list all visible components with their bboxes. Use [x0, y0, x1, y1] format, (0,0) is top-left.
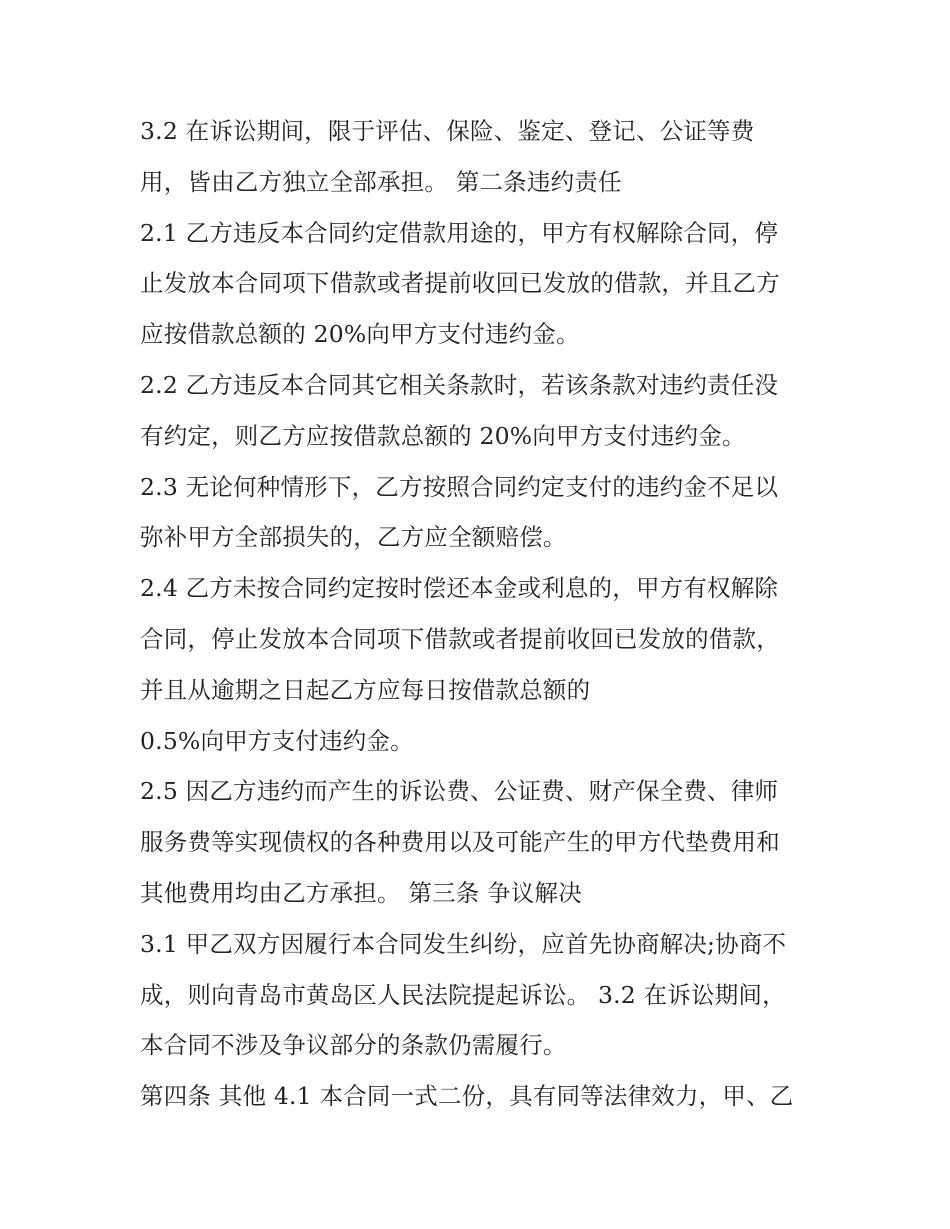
- text-line: 2.1 乙方违反本合同约定借款用途的，甲方有权解除合同，停: [140, 218, 779, 247]
- text-line: 用，皆由乙方独立全部承担。 第二条违约责任: [140, 167, 622, 196]
- text-line: 第四条 其他 4.1 本合同一式二份，具有同等法律效力，甲、乙: [140, 1082, 794, 1111]
- text-line: 有约定，则乙方应按借款总额的 20%向甲方支付违约金。: [140, 421, 746, 450]
- text-line: 2.2 乙方违反本合同其它相关条款时，若该条款对违约责任没: [140, 370, 779, 399]
- text-line: 并且从逾期之日起乙方应每日按借款总额的: [140, 675, 591, 704]
- text-line: 2.5 因乙方违约而产生的诉讼费、公证费、财产保全费、律师: [140, 777, 779, 806]
- text-line: 其他费用均由乙方承担。 第三条 争议解决: [140, 878, 582, 907]
- text-line: 本合同不涉及争议部分的条款仍需履行。: [140, 1031, 567, 1060]
- document-body: [140, 106, 820, 1122]
- text-line: 弥补甲方全部损失的，乙方应全额赔偿。: [140, 523, 567, 552]
- text-line: 止发放本合同项下借款或者提前收回已发放的借款，并且乙方: [140, 269, 780, 298]
- text-line: 3.1 甲乙双方因履行本合同发生纠纷，应首先协商解决;协商不: [140, 929, 787, 958]
- text-line: 2.3 无论何种情形下，乙方按照合同约定支付的违约金不足以: [140, 472, 779, 501]
- text-line: 服务费等实现债权的各种费用以及可能产生的甲方代垫费用和: [140, 828, 780, 857]
- text-line: 3.2 在诉讼期间，限于评估、保险、鉴定、登记、公证等费: [140, 117, 755, 145]
- text-line: 成，则向青岛市黄岛区人民法院提起诉讼。 3.2 在诉讼期间，: [140, 980, 786, 1009]
- text-line: 合同，停止发放本合同项下借款或者提前收回已发放的借款，: [140, 624, 780, 653]
- text-line: 0.5%向甲方支付违约金。: [140, 726, 414, 755]
- text-line: 2.4 乙方未按合同约定按时偿还本金或利息的，甲方有权解除: [140, 574, 779, 603]
- text-line: 应按借款总额的 20%向甲方支付违约金。: [140, 320, 580, 349]
